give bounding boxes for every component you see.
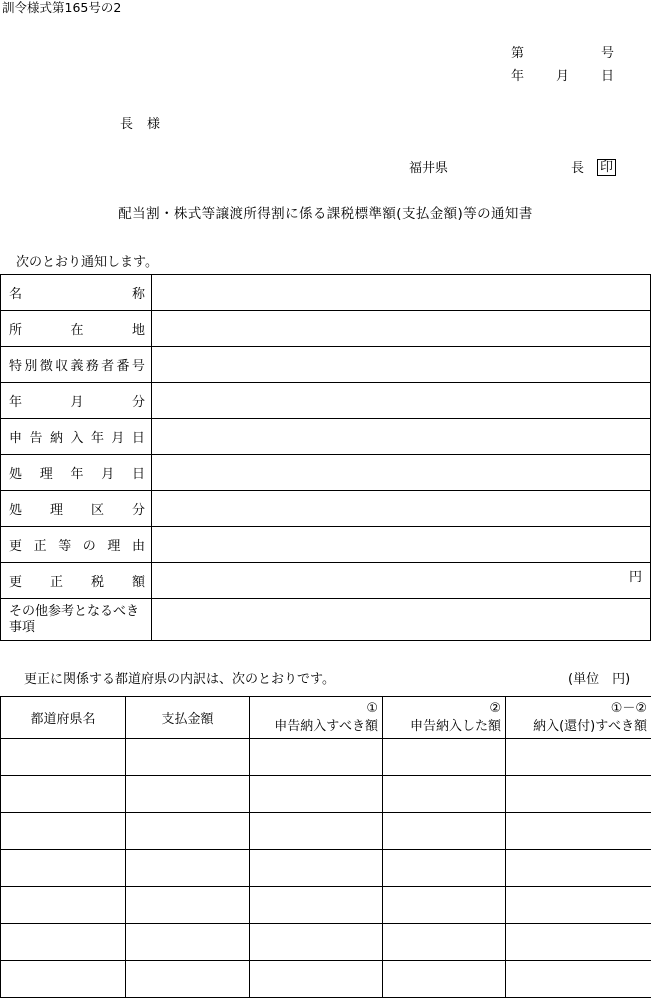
info-row bbox=[1, 563, 651, 599]
info-row-label-text: 所 在 地 bbox=[9, 319, 145, 338]
breakdown-row bbox=[1, 813, 651, 850]
info-row-label bbox=[1, 383, 152, 419]
info-row bbox=[1, 599, 651, 641]
unit-label: (単位 円) bbox=[568, 673, 630, 686]
breakdown-table bbox=[0, 696, 651, 998]
breakdown-row bbox=[1, 924, 651, 961]
breakdown-header-cell bbox=[383, 697, 506, 739]
breakdown-cell bbox=[383, 924, 506, 961]
intro-text: 次のとおり通知します。 bbox=[16, 256, 158, 269]
month-label: 月 bbox=[556, 70, 569, 83]
breakdown-cell bbox=[506, 813, 651, 850]
addressee-honorific: 様 bbox=[147, 117, 160, 132]
info-row-value bbox=[152, 347, 651, 383]
info-row-value bbox=[152, 563, 651, 599]
breakdown-cell bbox=[506, 961, 651, 998]
info-row-label bbox=[1, 563, 152, 599]
info-row-label bbox=[1, 491, 152, 527]
info-row-value bbox=[152, 275, 651, 311]
info-row-label-text: 特 別 徴 収 義 務 者 番 号 bbox=[9, 355, 145, 374]
info-row-label-text: 更 正 税 額 bbox=[9, 571, 145, 590]
breakdown-cell bbox=[1, 850, 126, 887]
breakdown-cell bbox=[1, 961, 126, 998]
breakdown-cell bbox=[383, 776, 506, 813]
info-row-label bbox=[1, 419, 152, 455]
day-label: 日 bbox=[601, 70, 614, 83]
breakdown-cell bbox=[250, 776, 383, 813]
breakdown-cell bbox=[126, 924, 250, 961]
info-row-label bbox=[1, 527, 152, 563]
number-suffix: 号 bbox=[601, 47, 614, 60]
breakdown-row bbox=[1, 739, 651, 776]
info-row-value bbox=[152, 491, 651, 527]
yen-unit: 円 bbox=[629, 566, 642, 585]
info-row-label-text: その他参考となるべき事項 bbox=[9, 604, 145, 635]
info-row bbox=[1, 491, 651, 527]
breakdown-cell bbox=[126, 850, 250, 887]
breakdown-cell bbox=[383, 850, 506, 887]
info-row bbox=[1, 275, 651, 311]
breakdown-cell bbox=[383, 887, 506, 924]
breakdown-cell bbox=[506, 924, 651, 961]
breakdown-cell bbox=[250, 739, 383, 776]
issuer-title: 長 bbox=[571, 162, 584, 175]
info-row bbox=[1, 383, 651, 419]
header-label: 申告納入すべき額 bbox=[254, 718, 378, 736]
breakdown-header-cell: 都道府県名 bbox=[1, 697, 126, 739]
breakdown-cell bbox=[506, 739, 651, 776]
breakdown-cell bbox=[250, 961, 383, 998]
breakdown-cell bbox=[506, 887, 651, 924]
info-row-value bbox=[152, 419, 651, 455]
header-mark: ①－② bbox=[510, 700, 647, 718]
header-label: 申告納入した額 bbox=[387, 718, 501, 736]
info-row-value bbox=[152, 383, 651, 419]
breakdown-cell bbox=[506, 850, 651, 887]
issuer-prefecture: 福井県 bbox=[409, 162, 448, 175]
number-prefix: 第 bbox=[511, 47, 524, 60]
breakdown-cell bbox=[250, 887, 383, 924]
info-row-value bbox=[152, 599, 651, 641]
info-row-value bbox=[152, 527, 651, 563]
breakdown-cell bbox=[250, 813, 383, 850]
info-row-label-text: 年 月 分 bbox=[9, 391, 145, 410]
breakdown-cell bbox=[126, 887, 250, 924]
document-title: 配当割・株式等譲渡所得割に係る課税標準額(支払金額)等の通知書 bbox=[0, 208, 651, 222]
info-row bbox=[1, 347, 651, 383]
info-row-label bbox=[1, 347, 152, 383]
info-row-label-text: 処 理 年 月 日 bbox=[9, 463, 145, 482]
header-label: 納入(還付)すべき額 bbox=[510, 718, 647, 736]
breakdown-cell bbox=[250, 924, 383, 961]
header-mark: ① bbox=[254, 700, 378, 718]
document-number-line bbox=[511, 47, 614, 60]
breakdown-cell bbox=[126, 961, 250, 998]
info-row-label-text: 処 理 区 分 bbox=[9, 499, 145, 518]
breakdown-header-cell: 支払金額 bbox=[126, 697, 250, 739]
breakdown-cell bbox=[1, 887, 126, 924]
breakdown-header-cell bbox=[506, 697, 651, 739]
breakdown-cell bbox=[1, 776, 126, 813]
year-label: 年 bbox=[511, 70, 524, 83]
breakdown-cell bbox=[1, 924, 126, 961]
info-row-label-text: 名 称 bbox=[9, 283, 145, 302]
info-row-label bbox=[1, 599, 152, 641]
info-row-label-text: 申 告 納 入 年 月 日 bbox=[9, 427, 145, 446]
breakdown-cell bbox=[506, 776, 651, 813]
info-table bbox=[0, 274, 651, 641]
breakdown-row bbox=[1, 776, 651, 813]
seal-box: 印 bbox=[597, 159, 616, 176]
breakdown-cell bbox=[250, 850, 383, 887]
info-row-value bbox=[152, 455, 651, 491]
info-row-value bbox=[152, 311, 651, 347]
breakdown-row bbox=[1, 850, 651, 887]
form-number: 訓令様式第165号の2 bbox=[2, 2, 121, 15]
addressee bbox=[120, 118, 174, 131]
header-mark: ② bbox=[387, 700, 501, 718]
breakdown-cell bbox=[126, 813, 250, 850]
info-row-label bbox=[1, 311, 152, 347]
info-row bbox=[1, 419, 651, 455]
breakdown-cell bbox=[126, 739, 250, 776]
info-row bbox=[1, 311, 651, 347]
breakdown-cell bbox=[1, 739, 126, 776]
breakdown-cell bbox=[1, 813, 126, 850]
breakdown-row bbox=[1, 887, 651, 924]
breakdown-cell bbox=[383, 961, 506, 998]
info-row bbox=[1, 455, 651, 491]
date-line bbox=[511, 70, 614, 83]
info-row-label-text: 更 正 等 の 理 由 bbox=[9, 535, 145, 554]
breakdown-cell bbox=[383, 739, 506, 776]
breakdown-lead: 更正に関係する都道府県の内訳は、次のとおりです。 bbox=[24, 673, 335, 686]
breakdown-row bbox=[1, 961, 651, 998]
addressee-title: 長 bbox=[120, 117, 133, 132]
info-row-label bbox=[1, 455, 152, 491]
breakdown-cell bbox=[126, 776, 250, 813]
info-row bbox=[1, 527, 651, 563]
breakdown-header-cell bbox=[250, 697, 383, 739]
info-row-label bbox=[1, 275, 152, 311]
breakdown-cell bbox=[383, 813, 506, 850]
